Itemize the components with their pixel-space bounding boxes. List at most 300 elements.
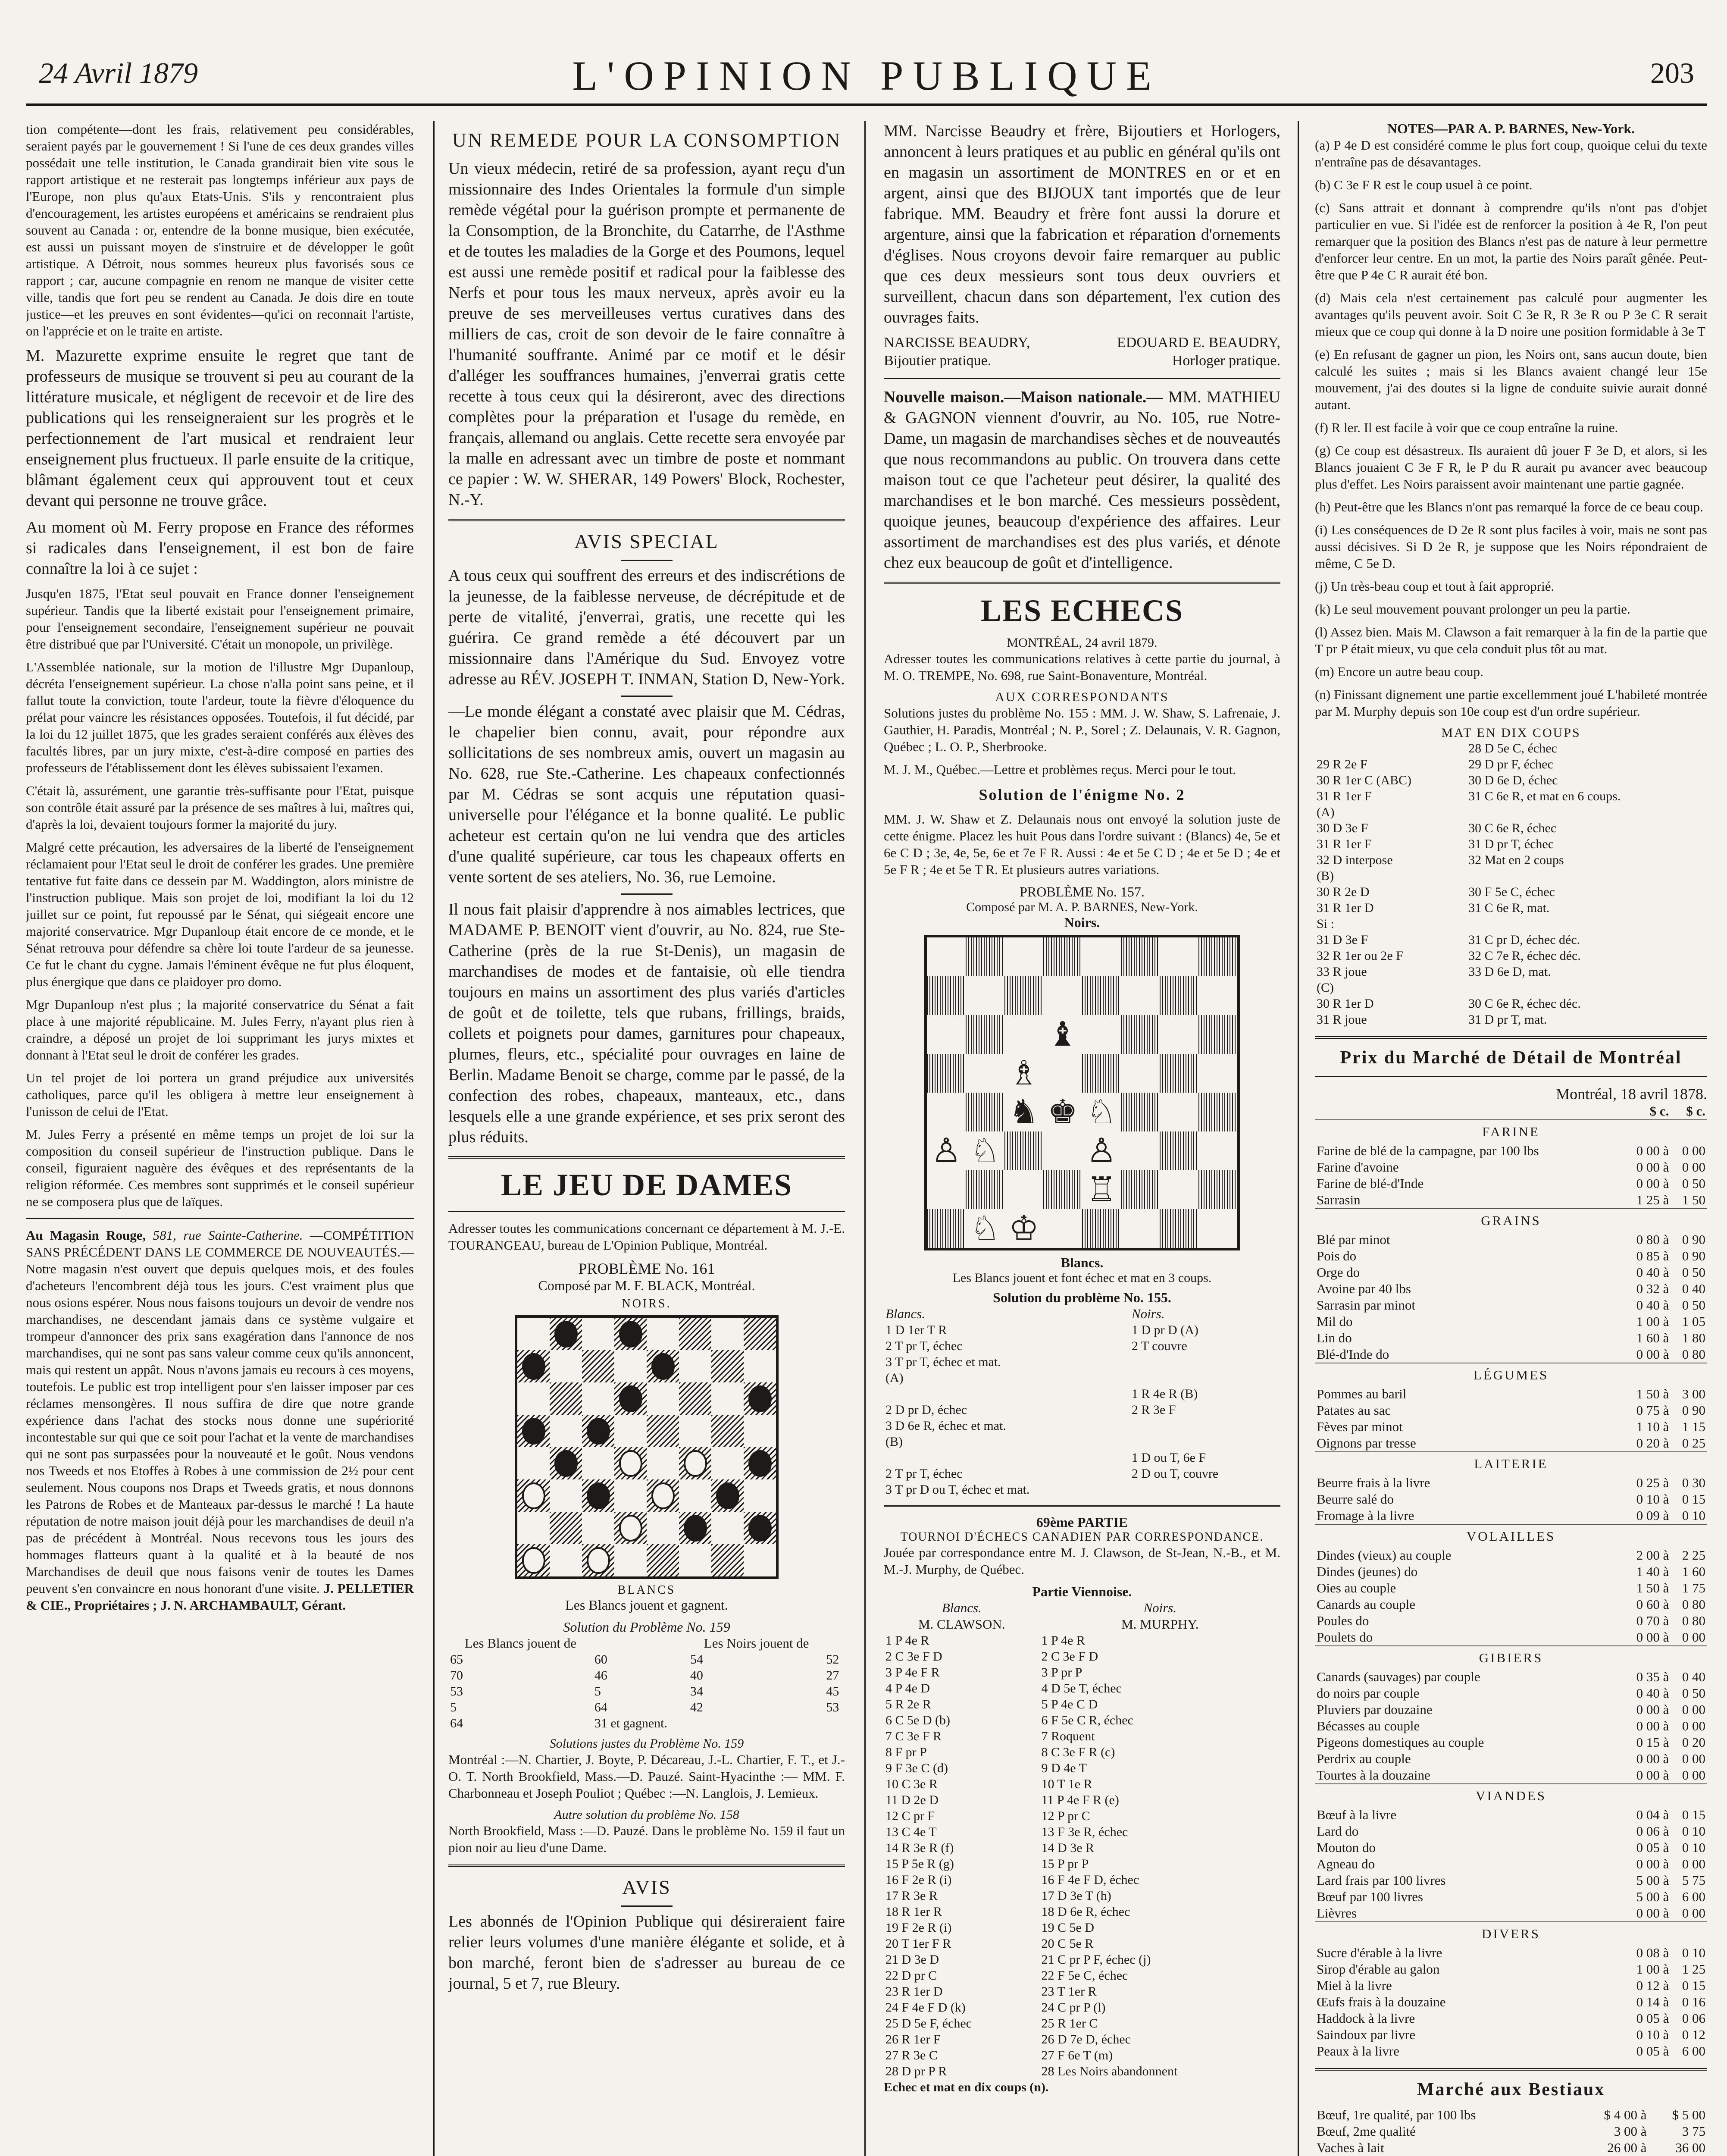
solution-row xyxy=(884,1418,1280,1434)
move-row-cell: 5 R 2e R xyxy=(885,1697,931,1711)
checker-disc xyxy=(684,1450,707,1477)
market-cell: Farine d'avoine xyxy=(1317,1159,1399,1175)
chess-piece: ♝ xyxy=(1043,1015,1082,1054)
section-heading: AVIS SPECIAL xyxy=(574,530,719,552)
market-cell: Sarrasin par minot xyxy=(1317,1297,1416,1313)
checker-disc xyxy=(619,1515,642,1542)
chess-note: (b) C 3e F R est le coup usuel à ce point. xyxy=(1315,177,1533,192)
article-paragraph: Adresser toutes les communications concernant ce département à M. J.-E. TOURANGEAU, bureau de L'Opinion Publique, Montréal. xyxy=(448,1221,845,1253)
checker-disc xyxy=(748,1515,772,1542)
move-row-cell: 10 C 3e R xyxy=(885,1777,938,1791)
market-cell: Oignons par tresse xyxy=(1317,1435,1416,1451)
move-row xyxy=(884,1984,1280,1999)
chess-piece: ♗ xyxy=(1004,1054,1043,1093)
market-cell: do noirs par couple xyxy=(1317,1686,1420,1701)
solution-row-cell: 2 D ou T, couvre xyxy=(1131,1467,1219,1481)
market-row xyxy=(1315,1669,1707,1685)
solution-row-cell xyxy=(1130,1434,1280,1450)
board-square-light xyxy=(744,1350,776,1382)
board-square-light xyxy=(550,1415,582,1447)
move-row-cell: 11 P 4e F R (e) xyxy=(1041,1793,1119,1807)
market-cell: 0 00 à xyxy=(1636,1143,1669,1158)
solution-col-header: Blancs. xyxy=(885,1306,926,1321)
mate-row xyxy=(1315,884,1707,900)
move-row-cell: 15 P pr P xyxy=(1041,1857,1089,1871)
newspaper-title: L'OPINION PUBLIQUE xyxy=(572,53,1161,99)
article-paragraph: Il nous fait plaisir d'apprendre à nos aimables lectrices, que MADAME P. BENOIT vient d'ouvrir, au No. 824, rue Ste-Catherine (près de la rue St-Denis), un magasin de marchandises de modes et de fantaisie, où elle tiendra toujours en mains un assortiment des plus variés d'articles de goût et de toilette, tels que rubans, frillings, braids, collets et poignets pour dames, garnitures pour chapeaux, plumes, fleurs, etc., spécialité pour ouvrages en laine de Berlin. Madame Benoit se charge, comme par le passé, de la confection des robes, chapeaux, manteaux, etc., dans lesquels elle a une grande expérience, et ses prix seront des plus réduits. xyxy=(448,900,845,1146)
checker-disc xyxy=(554,1450,578,1477)
market-category-row xyxy=(1315,1922,1707,1945)
divider xyxy=(884,1505,1280,1507)
checker-black xyxy=(614,1318,647,1350)
board-square-dark xyxy=(927,1209,966,1248)
market-cell: Blé-d'Inde do xyxy=(1317,1347,1389,1362)
board-label-bottom: Blancs. xyxy=(1061,1255,1104,1270)
mate-row-cell: 28 D 5e C, échec xyxy=(1468,741,1557,755)
mate-row-cell: 31 D 3e F xyxy=(1317,933,1368,947)
board-square-dark xyxy=(679,1318,711,1350)
divider xyxy=(621,560,673,561)
solution-row-cell: 64 xyxy=(594,1700,607,1714)
market-cell: 1 15 xyxy=(1682,1419,1705,1434)
market-cell: Bécasses au couple xyxy=(1317,1718,1420,1733)
market-cell: Haddock à la livre xyxy=(1317,2011,1415,2026)
mate-row xyxy=(1315,772,1707,788)
board-square-light xyxy=(1121,1054,1160,1093)
checker-disc xyxy=(587,1547,610,1574)
market-cell: 0 00 xyxy=(1682,1702,1705,1717)
market-category-row xyxy=(1315,1646,1707,1669)
market-row xyxy=(1315,1192,1707,1209)
move-row-cell: 26 R 1er F xyxy=(885,2032,941,2046)
board-square-light xyxy=(966,1054,1004,1093)
board-square-dark xyxy=(647,1415,679,1447)
market-cell: 1 25 à xyxy=(1636,1192,1669,1207)
solution-rows xyxy=(884,1322,1280,1498)
solution-row-cell: 31 et gagnent. xyxy=(594,1716,667,1730)
chess-piece: ♔ xyxy=(1004,1209,1043,1248)
solution-row xyxy=(448,1667,845,1683)
board-square-light xyxy=(711,1382,744,1415)
market-cell: 0 15 xyxy=(1682,1492,1705,1507)
move-row-cell: 22 D pr C xyxy=(885,1968,937,1983)
move-row xyxy=(884,1633,1280,1648)
board-label-top: NOIRS. xyxy=(622,1297,672,1310)
board-square-light xyxy=(550,1350,582,1382)
solution-table xyxy=(448,1635,845,1731)
move-row-cell: 8 C 3e F R (c) xyxy=(1041,1745,1115,1759)
cattle-row-cell: 26 00 à xyxy=(1607,2140,1647,2155)
mate-row xyxy=(1315,980,1707,996)
market-cell: Farine de blé de la campagne, par 100 lbs xyxy=(1317,1143,1539,1158)
market-cell: 0 05 à xyxy=(1636,2043,1669,2059)
move-row xyxy=(884,2031,1280,2047)
move-row-cell: 27 R 3e C xyxy=(885,2048,938,2062)
notes-list xyxy=(1315,137,1707,720)
move-row-cell: 27 F 6e T (m) xyxy=(1041,2048,1113,2062)
board-square-light xyxy=(711,1318,744,1350)
cattle-row-cell: Bœuf, 2me qualité xyxy=(1317,2124,1416,2139)
board-square-dark xyxy=(1160,976,1198,1015)
market-cell: 0 90 xyxy=(1682,1248,1705,1263)
move-row-cell: 19 F 2e R (i) xyxy=(885,1921,952,1935)
ad-heading: Au Magasin Rouge, xyxy=(26,1228,146,1243)
ad-address: 581, rue Sainte-Catherine. xyxy=(153,1228,303,1243)
market-cell: 0 10 xyxy=(1682,1840,1705,1855)
board-square-dark xyxy=(1082,1054,1121,1093)
move-row-cell: 17 D 3e T (h) xyxy=(1041,1889,1111,1903)
market-cell: 0 10 à xyxy=(1636,2027,1669,2042)
article-paragraph: Les abonnés de l'Opinion Publique qui désireraient faire relier leurs volumes d'une manière élégante et solide, et à bon marché, feront bien de s'adresser au bureau de ce journal, 5 et 7, rue Bleury. xyxy=(448,1912,845,1993)
board-square-dark xyxy=(1121,1015,1160,1054)
signature-left: NARCISSE BEAUDRY, Bijoutier pratique. xyxy=(884,335,1030,369)
divider xyxy=(884,378,1280,379)
mate-title: MAT EN DIX COUPS xyxy=(1441,726,1581,740)
checker-white xyxy=(614,1512,647,1544)
solution-row-cell xyxy=(884,1450,1130,1466)
move-row-cell: 24 C pr P (l) xyxy=(1041,2000,1106,2015)
market-row xyxy=(1315,1297,1707,1313)
market-row xyxy=(1315,1994,1707,2010)
market-cell: Blé par minot xyxy=(1317,1232,1390,1247)
market-row xyxy=(1315,1596,1707,1613)
solution-row-cell: 3 T pr T, échec et mat. xyxy=(885,1355,1001,1369)
market-cell: Miel à la livre xyxy=(1317,1978,1392,1993)
move-row xyxy=(884,2015,1280,2031)
move-row-cell: 23 R 1er D xyxy=(885,1984,943,1999)
solution-row-cell: 2 T pr T, échec xyxy=(885,1339,963,1353)
board-label-top: Noirs. xyxy=(1064,915,1100,930)
market-row xyxy=(1315,1945,1707,1961)
market-cell: Fèves par minot xyxy=(1317,1419,1403,1434)
board-square-light xyxy=(1043,1054,1082,1093)
board-square-light xyxy=(679,1350,711,1382)
move-row-cell: 16 F 4e F D, échec xyxy=(1041,1873,1139,1887)
move-row-cell: 13 C 4e T xyxy=(885,1825,937,1839)
solution-row xyxy=(884,1386,1280,1402)
solution-row xyxy=(884,1370,1280,1386)
market-cell: Poulets do xyxy=(1317,1630,1373,1645)
board-square-dark xyxy=(966,1170,1004,1209)
move-row-cell: 12 P pr C xyxy=(1041,1809,1090,1823)
solution-row-cell xyxy=(1130,1354,1280,1370)
market-cell: 1 05 xyxy=(1682,1314,1705,1329)
market-cell: 0 50 xyxy=(1682,1297,1705,1313)
market-cell: 0 12 à xyxy=(1636,1978,1669,1993)
board-square-light xyxy=(647,1512,679,1544)
market-row xyxy=(1315,1856,1707,1872)
board-square-light xyxy=(1160,1093,1198,1131)
signature-right: EDOUARD E. BEAUDRY, Horloger pratique. xyxy=(1117,335,1280,369)
market-cell: 0 00 xyxy=(1682,1856,1705,1871)
checker-disc xyxy=(522,1482,545,1509)
move-row xyxy=(884,1744,1280,1760)
mate-row-cell: 30 F 5e C, échec xyxy=(1468,885,1555,899)
solution-table xyxy=(884,1306,1280,1498)
market-category-row xyxy=(1315,1452,1707,1475)
board-square-dark xyxy=(1121,1170,1160,1209)
market-cell: 1 25 xyxy=(1682,1962,1705,1977)
market-cell: Lard frais par 100 livres xyxy=(1317,1873,1446,1888)
masthead xyxy=(26,39,1707,106)
cattle-row-cell: Vaches à lait xyxy=(1317,2140,1384,2155)
solution-row-cell: (B) xyxy=(885,1435,903,1449)
board-square-light xyxy=(744,1544,776,1576)
market-row xyxy=(1315,1264,1707,1281)
solution-row-cell: (A) xyxy=(885,1371,904,1385)
market-cell: 0 25 à xyxy=(1636,1475,1669,1490)
announcement-heading: Nouvelle maison.—Maison nationale.— xyxy=(884,388,1163,406)
mate-row-cell xyxy=(1467,868,1707,884)
mate-row-cell xyxy=(1315,740,1467,756)
market-cell: Mil do xyxy=(1317,1314,1353,1329)
mate-row-cell: 30 C 6e R, échec déc. xyxy=(1468,997,1581,1011)
mate-row-cell: 30 D 6e D, échec xyxy=(1468,773,1558,787)
mate-row-cell: 33 D 6e D, mat. xyxy=(1468,965,1551,979)
move-row-cell: 26 D 7e D, échec xyxy=(1041,2032,1131,2046)
article-paragraph: M. Jules Ferry a présenté en même temps un projet de loi sur la composition du conseil supérieur de l'instruction publique. Dans le conseil, figuraient naguère des évêques et des représentants de la religion réformée. Ces membres sont supprimés et le conseil supérieur ne se composera plus que de laïques. xyxy=(26,1127,414,1209)
board-square-dark xyxy=(1198,1093,1237,1131)
market-cell: 0 00 xyxy=(1682,1905,1705,1921)
market-row xyxy=(1315,1159,1707,1175)
market-row xyxy=(1315,1175,1707,1192)
mate-row xyxy=(1315,868,1707,884)
market-cell: 0 00 à xyxy=(1636,1347,1669,1362)
checker-white xyxy=(517,1479,550,1512)
market-cell: 0 80 à xyxy=(1636,1232,1669,1247)
board-square-light xyxy=(582,1318,614,1350)
checker-disc xyxy=(716,1482,739,1509)
solution-row-cell: 2 D pr D, échec xyxy=(885,1403,967,1417)
chess-piece: ♞ xyxy=(1004,1093,1043,1131)
board-square-light xyxy=(1082,1015,1121,1054)
market-row xyxy=(1315,1961,1707,1977)
issue-date: 24 Avril 1879 xyxy=(39,56,198,89)
section-heading: AVIS xyxy=(622,1876,671,1898)
move-row-cell: 4 D 5e T, échec xyxy=(1041,1681,1122,1695)
market-cell: Saindoux par livre xyxy=(1317,2027,1416,2042)
market-cell: 0 10 xyxy=(1682,1508,1705,1523)
mate-row-cell: 31 R 1er D xyxy=(1317,901,1374,915)
market-row xyxy=(1315,1232,1707,1248)
mate-row-cell xyxy=(1467,804,1707,820)
market-cell: 0 40 xyxy=(1682,1281,1705,1296)
market-category: GRAINS xyxy=(1315,1209,1707,1232)
move-row-cell: 9 D 4e T xyxy=(1041,1761,1087,1775)
section-heading: Marché aux Bestiaux xyxy=(1417,2080,1605,2100)
page-number: 203 xyxy=(1650,56,1694,89)
market-row xyxy=(1315,1702,1707,1718)
market-cell: 0 10 xyxy=(1682,1824,1705,1839)
cattle-row-cell: $ 5 00 xyxy=(1672,2107,1705,2122)
move-row xyxy=(884,1760,1280,1776)
move-row xyxy=(884,1856,1280,1872)
move-row-cell: 7 Roquent xyxy=(1041,1729,1095,1743)
move-row-cell: 21 C pr P F, échec (j) xyxy=(1041,1952,1151,1967)
market-cell: 0 30 xyxy=(1682,1475,1705,1490)
checker-black xyxy=(744,1447,776,1479)
market-row xyxy=(1315,1823,1707,1839)
market-cell: 0 70 à xyxy=(1636,1613,1669,1628)
market-cell: Sucre d'érable à la livre xyxy=(1317,1945,1442,1960)
market-row xyxy=(1315,1977,1707,1994)
market-cell: 6 00 xyxy=(1682,1889,1705,1904)
market-cell: 0 85 à xyxy=(1636,1248,1669,1263)
cattle-row-cell: 3 75 xyxy=(1682,2124,1705,2139)
board-square-light xyxy=(711,1447,744,1479)
currency-header: $ c. xyxy=(1649,1103,1669,1119)
article-paragraph: A tous ceux qui souffrent des erreurs et des indiscrétions de la jeunesse, de la faiblesse nerveuse, de décrépitude et de perte de vitalité, j'enverrai, gratis, une recette qui les guérira. Ce grand remède a été découvert par un missionnaire dans l'Amérique du Sud. Envoyez votre adresse au RÉV. JOSEPH T. INMAN, Station D, New-York. xyxy=(448,567,845,688)
solution-row xyxy=(448,1651,845,1667)
board-square-dark xyxy=(550,1382,582,1415)
market-cell: Dindes (vieux) au couple xyxy=(1317,1548,1452,1563)
checker-black xyxy=(550,1318,582,1350)
market-row xyxy=(1315,1872,1707,1889)
column-rule xyxy=(864,121,866,2156)
market-cell: Perdrix au couple xyxy=(1317,1751,1411,1766)
solution-row-cell xyxy=(1130,1482,1280,1498)
board-square-light xyxy=(517,1382,550,1415)
solution-row xyxy=(884,1450,1280,1466)
market-cell: 0 20 à xyxy=(1636,1435,1669,1451)
checker-black xyxy=(582,1415,614,1447)
market-cell: 3 00 xyxy=(1682,1386,1705,1401)
board-square-light xyxy=(1160,1170,1198,1209)
solution-row-cell: 53 xyxy=(826,1700,839,1714)
solution-row-cell: 64 xyxy=(450,1716,463,1730)
checker-white xyxy=(517,1544,550,1576)
checker-black xyxy=(679,1512,711,1544)
mate-row-cell xyxy=(1467,916,1707,932)
section-heading: Prix du Marché de Détail de Montréal xyxy=(1340,1048,1682,1068)
market-cell: 0 00 à xyxy=(1636,1905,1669,1921)
solution-row-cell: 1 D pr D (A) xyxy=(1131,1323,1198,1337)
mate-row-cell: Si : xyxy=(1317,917,1334,931)
mate-row-cell xyxy=(1467,980,1707,996)
mate-row xyxy=(1315,836,1707,852)
market-cell: 0 08 à xyxy=(1636,1945,1669,1960)
market-row xyxy=(1315,1419,1707,1435)
player-white: M. CLAWSON. xyxy=(918,1617,1005,1632)
market-rows xyxy=(1315,1120,1707,2059)
solution-row xyxy=(884,1338,1280,1354)
solution-row-cell: 60 xyxy=(594,1652,607,1667)
solution-row-cell: 53 xyxy=(450,1684,463,1698)
mate-row-cell: 30 C 6e R, échec xyxy=(1468,821,1557,835)
checker-disc xyxy=(651,1482,675,1509)
chess-board xyxy=(924,935,1240,1250)
solution-row-cell: 2 R 3e F xyxy=(1131,1403,1176,1417)
market-cell: 0 00 à xyxy=(1636,1702,1669,1717)
divider xyxy=(1315,2068,1707,2071)
board-square-light xyxy=(679,1544,711,1576)
mate-row xyxy=(1315,788,1707,804)
board-square-light xyxy=(647,1382,679,1415)
market-cell: Tourtes à la douzaine xyxy=(1317,1767,1430,1783)
mate-row-cell: 29 R 2e F xyxy=(1317,757,1367,771)
mate-row-cell: 30 R 1er D xyxy=(1317,997,1374,1011)
market-cell: 1 00 à xyxy=(1636,1314,1669,1329)
problem-task: Les Blancs jouent et font échec et mat en 3 coups. xyxy=(952,1271,1212,1285)
board-square-light xyxy=(927,1015,966,1054)
mate-row xyxy=(1315,820,1707,836)
chess-note: (e) En refusant de gagner un pion, les Noirs ont, sans aucun doute, bien calculé les suites ; mais si les Blancs avaient changé leur 15e mouvement, j'ai des doutes si la ligne de conduite suivie aurait donné autant. xyxy=(1315,347,1707,412)
chess-piece: ♘ xyxy=(966,1209,1004,1248)
checker-disc xyxy=(587,1482,610,1509)
market-row xyxy=(1315,1629,1707,1646)
divider xyxy=(448,1865,845,1867)
solvers-list: Montréal :—N. Chartier, J. Boyte, P. Décareau, J.-L. Chartier, F. T., et J.-O. T. North Brookfield, Mass.—D. Pauzé. Saint-Hyacinthe :— MM. F. Charbonneau et Joseph Pouliot ; Québec :—N. Langlois, J. Lemieux. xyxy=(448,1752,845,1801)
article-paragraph: MM. Narcisse Beaudry et frère, Bijoutiers et Horlogers, annoncent à leurs pratiques et au public en général qu'ils ont en magasin un assortiment de MONTRES en or et en argent, ainsi que des BIJOUX tant importés que de leur fabrique. MM. Beaudry et frère font aussi la dorure et argenture, ainsi que la fabrication et réparation d'ornements d'églises. Nous croyons devoir faire remarquer au public que ces deux messieurs sont tous deux ouvriers et surveillent, chacun dans son département, l'ex cution des ouvrages faits. xyxy=(884,122,1280,326)
market-category: LÉGUMES xyxy=(1315,1363,1707,1386)
board-square-dark xyxy=(582,1350,614,1382)
move-row-cell: 17 R 3e R xyxy=(885,1889,938,1903)
board-square-dark xyxy=(1121,1093,1160,1131)
subsection-heading: AUX CORRESPONDANTS xyxy=(995,690,1169,704)
market-cell: 0 14 à xyxy=(1636,1994,1669,2009)
solution-row-cell: 1 D 1er T R xyxy=(885,1323,947,1337)
market-cell: 0 35 à xyxy=(1636,1669,1669,1684)
market-cell: Dindes (jeunes) do xyxy=(1317,1564,1418,1579)
market-cell: 0 00 xyxy=(1682,1751,1705,1766)
article-paragraph: M. J. M., Québec.—Lettre et problèmes reçus. Merci pour le tout. xyxy=(884,762,1236,777)
chess-note: (d) Mais cela n'est certainement pas calculé pour augmenter les avantages qu'ils peuvent avoir. Soit C 3e R, R 3e R ou P 3e C R serait mieux que ce coup qui donne à la D noire une position formidable à 3e T xyxy=(1315,290,1707,339)
section-heading: LES ECHECS xyxy=(980,593,1184,628)
board-square-dark xyxy=(744,1318,776,1350)
market-cell: 1 50 à xyxy=(1636,1580,1669,1595)
problem-composer: Composé par M. A. P. BARNES, New-York. xyxy=(966,900,1198,914)
article-paragraph: Malgré cette précaution, les adversaires de la liberté de l'enseignement réclamaient pour l'Etat seul le droit de conférer les grades. Une première tentative fut faite dans ce dessein par M. Waddington, alors ministre de l'instruction publique. Mais son projet de loi, modifiant la loi du 12 juillet sur ce point, fut repoussé par le Sénat, qui siégeait encore une majorité conservatrice. Mgr Dupanloup était encore de ce monde, et le Sénat retrouva pour défendre sa chère loi toute l'ardeur de sa jeunesse. Ce fut le chant du cygne. Jamais l'éminent évêque ne fut plus éloquent, plus énergique que dans ce plaidoyer pro domo. xyxy=(26,840,414,989)
market-cell: Pois do xyxy=(1317,1248,1357,1263)
solution-row-cell xyxy=(884,1386,1130,1402)
mate-row-cell: 31 C 6e R, et mat en 6 coups. xyxy=(1468,789,1621,803)
market-cell: Beurre salé do xyxy=(1317,1492,1394,1507)
board-square-light xyxy=(1198,1209,1237,1248)
chess-dateline: MONTRÉAL, 24 avril 1879. xyxy=(1007,636,1158,650)
move-row xyxy=(884,1999,1280,2015)
market-cell: 0 90 xyxy=(1682,1232,1705,1247)
article-paragraph: M. Mazurette exprime ensuite le regret que tant de professeurs de musique se trouvent si peu au courant de la littérature musicale, et négligent de recevoir et de lire des publications qui les renseigneraient sur les progrès et le perfectionnement de l'art musical et rendraient leur enseignement plus fructueux. Il parle ensuite de la critique, blâmant également ceux qui approuvent tout et ceux devant qui personne ne trouve grâce. xyxy=(26,347,414,510)
mate-row xyxy=(1315,852,1707,868)
chess-note: (c) Sans attrait et donnant à comprendre qu'ils n'ont pas d'objet particulier en vue. Si l'idée est de renforcer la position à 4e R, l'on peut remarquer que la position des Blancs n'est pas de nature à leur permettre d'enforcer leur centre. En un mot, la partie des Noirs paraît gênée. Peut-être que P 4e C R aurait été bon. xyxy=(1315,200,1707,282)
board-label-bottom: BLANCS xyxy=(617,1583,676,1597)
board-square-dark xyxy=(966,937,1004,976)
market-row xyxy=(1315,1475,1707,1491)
checker-white xyxy=(614,1447,647,1479)
chess-note: (m) Encore un autre beau coup. xyxy=(1315,664,1483,679)
player-black: M. MURPHY. xyxy=(1121,1617,1199,1632)
board-square-light xyxy=(1043,1131,1082,1170)
market-row xyxy=(1315,1346,1707,1363)
solution-row xyxy=(448,1699,845,1715)
checker-black xyxy=(711,1479,744,1512)
move-row-cell: 28 D pr P R xyxy=(885,2064,947,2078)
chess-piece: ♘ xyxy=(966,1131,1004,1170)
board-square-light xyxy=(679,1479,711,1512)
move-row-cell: 14 R 3e R (f) xyxy=(885,1841,954,1855)
move-row xyxy=(884,1792,1280,1808)
board-square-dark xyxy=(966,1015,1004,1054)
solution-row-cell: 5 xyxy=(594,1684,601,1698)
move-row xyxy=(884,1936,1280,1952)
market-cell: 5 00 à xyxy=(1636,1889,1669,1904)
market-row xyxy=(1315,1580,1707,1596)
move-row-cell: 20 C 5e R xyxy=(1041,1937,1094,1951)
board-square-light xyxy=(614,1544,647,1576)
board-square-dark xyxy=(1198,937,1237,976)
mate-row xyxy=(1315,948,1707,964)
checker-white xyxy=(647,1479,679,1512)
